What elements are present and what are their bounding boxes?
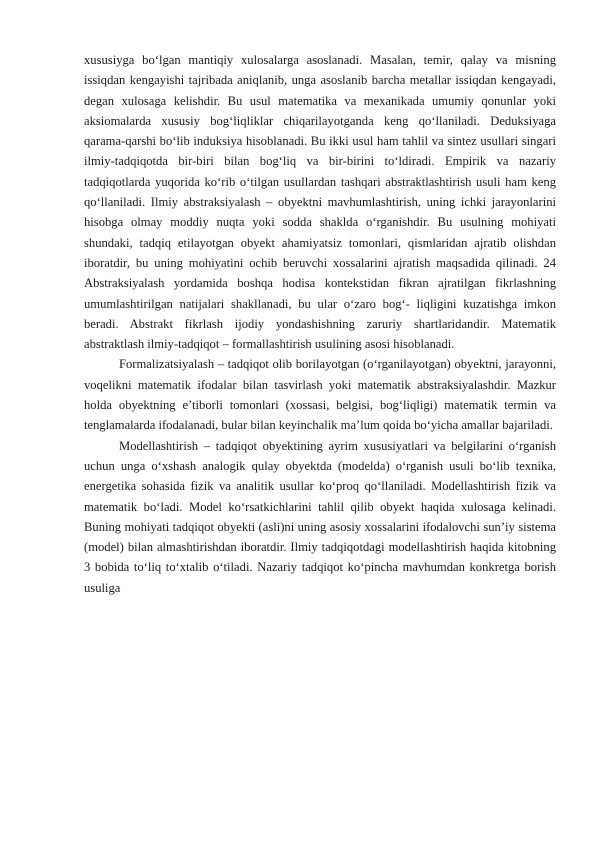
document-page [84,50,556,598]
paragraph-formalization: Formalizatsiyalash – tadqiqot olib borilayotgan (o‘rganilayotgan) obyektni, jarayonni, voqelikni matematik ifodalar bilan tasvirlash yoki matematik abstraksiyalashdir. Mazkur holda obyektning e’tiborli tomonlari (xossasi, belgisi, bog‘liqligi) matematik termin va tenglamalarda ifodalanadi, bular bilan keyinchalik ma’lum qoida bo‘yicha amallar bajariladi. [84,357,556,433]
paragraph-induction-abstraction: xususiyga bo‘lgan mantiqiy xulosalarga asoslanadi. Masalan, temir, qalay va misning issiqdan kengayishi tajribada aniqlanib, unga asoslanib barcha metallar issiqdan kengayadi, degan xulosaga kelishdir. Bu usul matematika va mexanikada umumiy qonunlar yoki aksiomalarda xususiy bog‘liqliklar chiqarilayotganda keng qo‘llaniladi. Deduksiyaga qarama-qarshi bo‘lib induksiya hisoblanadi. Bu ikki usul ham tahlil va sintez usullari singari ilmiy-tadqiqotda bir-biri bilan bog‘liq va bir-birini to‘ldiradi. Empirik va nazariy tadqiqotlarda yuqorida ko‘rib o‘tilgan usullardan tashqari abstraktlashtirish usuli ham keng qo‘llaniladi. Ilmiy abstraksiyalash – obyektni mavhumlashtirish, uning ichki jarayonlarini hisobga olmay moddiy nuqta yoki sodda shaklda o‘rganishdir. Bu usulning mohiyati shundaki, tadqiq etilayotgan obyekt ahamiyatsiz tomonlari, qismlaridan ajratib olishdan iboratdir, bu uning mohiyatini ochib beruvchi xossalarini ajratish maqsadida qilinadi. 24 Abstraksiyalash yordamida boshqa hodisa kontekstidan fikran ajratilgan fikrlashning umumlashtirilgan natijalari shakllanadi, bu ular o‘zaro bog‘- liqligini kuzatishga imkon beradi. Abstrakt fikrlash ijodiy yondashishning zaruriy shartlaridandir. Matematik abstraktlash ilmiy-tadqiqot – formallashtirish usulining asosi hisoblanadi. [84,53,556,352]
paragraph-modeling: Modellashtirish – tadqiqot obyektining ayrim xususiyatlari va belgilarini o‘rganish uchun unga o‘xshash analogik qulay obyektda (modelda) o‘rganish usuli bo‘lib texnika, energetika sohasida fizik va analitik usullar ko‘proq qo‘llaniladi. Modellashtirish fizik va matematik bo‘ladi. Model ko‘rsatkichlarini tahlil qilib obyekt haqida xulosaga kelinadi. Buning mohiyati tadqiqot obyekti (asli)ni uning asosiy xossalarini ifodalovchi sun’iy sistema (model) bilan almashtirishdan iboratdir. Ilmiy tadqiqotdagi modellashtirish haqida kitobning 3 bobida to‘liq to‘xtalib o‘tiladi. Nazariy tadqiqot ko‘pincha mavhumdan konkretga borish usuliga [84,438,556,595]
